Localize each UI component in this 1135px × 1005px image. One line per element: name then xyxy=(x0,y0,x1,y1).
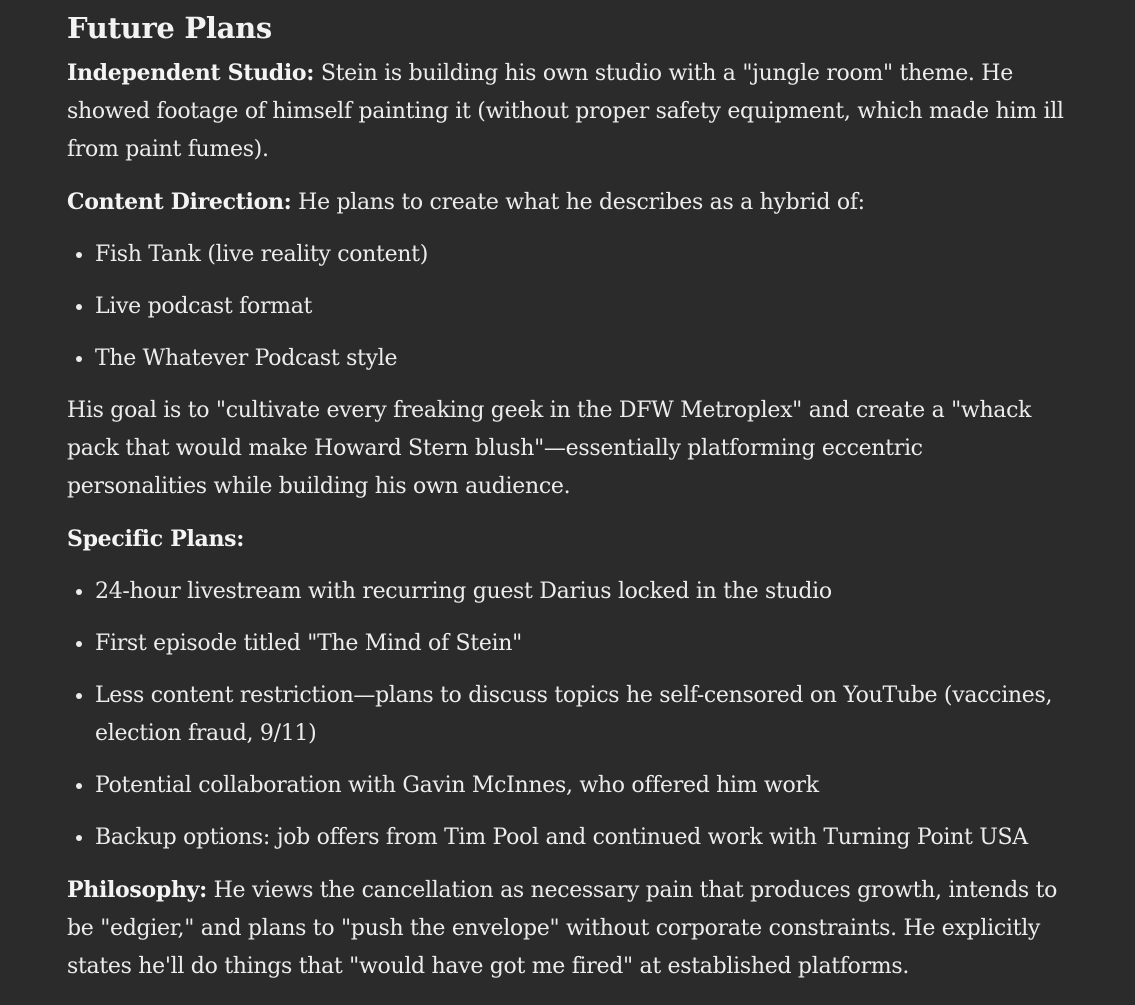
list-item: • Backup options: job offers from Tim Pool and continued work with Turning Point USA xyxy=(95,819,1067,857)
content-direction-list xyxy=(67,236,1067,378)
content-direction-text: He plans to create what he describes as a hybrid of: xyxy=(291,190,865,215)
independent-studio-paragraph xyxy=(67,54,1067,169)
specific-plans-paragraph xyxy=(67,520,1067,559)
independent-studio-text: Stein is building his own studio with a "jungle room" theme. He showed footage of himself painting it (without proper safety equipment, which made him ill from paint fumes). xyxy=(67,61,1064,162)
philosophy-paragraph xyxy=(67,871,1067,986)
content-direction-paragraph xyxy=(67,183,1067,222)
specific-plans-list xyxy=(67,573,1067,857)
goal-paragraph: His goal is to "cultivate every freaking geek in the DFW Metroplex" and create a "whack pack that would make Howard Stern blush"—essentially platforming eccentric personalities while building his own audience. xyxy=(67,398,1032,499)
list-item: • Live podcast format xyxy=(95,288,1067,326)
content-direction-label: Content Direction: xyxy=(67,189,292,215)
section-heading: Future Plans xyxy=(67,11,272,45)
list-item: • First episode titled "The Mind of Stein" xyxy=(95,625,1067,663)
list-item: • The Whatever Podcast style xyxy=(95,340,1067,378)
document-body xyxy=(67,8,1067,1000)
philosophy-label: Philosophy: xyxy=(67,877,207,903)
list-item: • 24-hour livestream with recurring guest Darius locked in the studio xyxy=(95,573,1067,611)
list-item: • Fish Tank (live reality content) xyxy=(95,236,1067,274)
list-item: • Less content restriction—plans to discuss topics he self-censored on YouTube (vaccines, election fraud, 9/11) xyxy=(95,677,1067,753)
specific-plans-label: Specific Plans: xyxy=(67,526,245,552)
philosophy-text: He views the cancellation as necessary pain that produces growth, intends to be "edgier," and plans to "push the envelope" without corporate constraints. He explicitly states he'll do things that "would have got me fired" at established platforms. xyxy=(67,878,1058,979)
list-item: • Potential collaboration with Gavin McInnes, who offered him work xyxy=(95,767,1067,805)
independent-studio-label: Independent Studio: xyxy=(67,60,315,86)
